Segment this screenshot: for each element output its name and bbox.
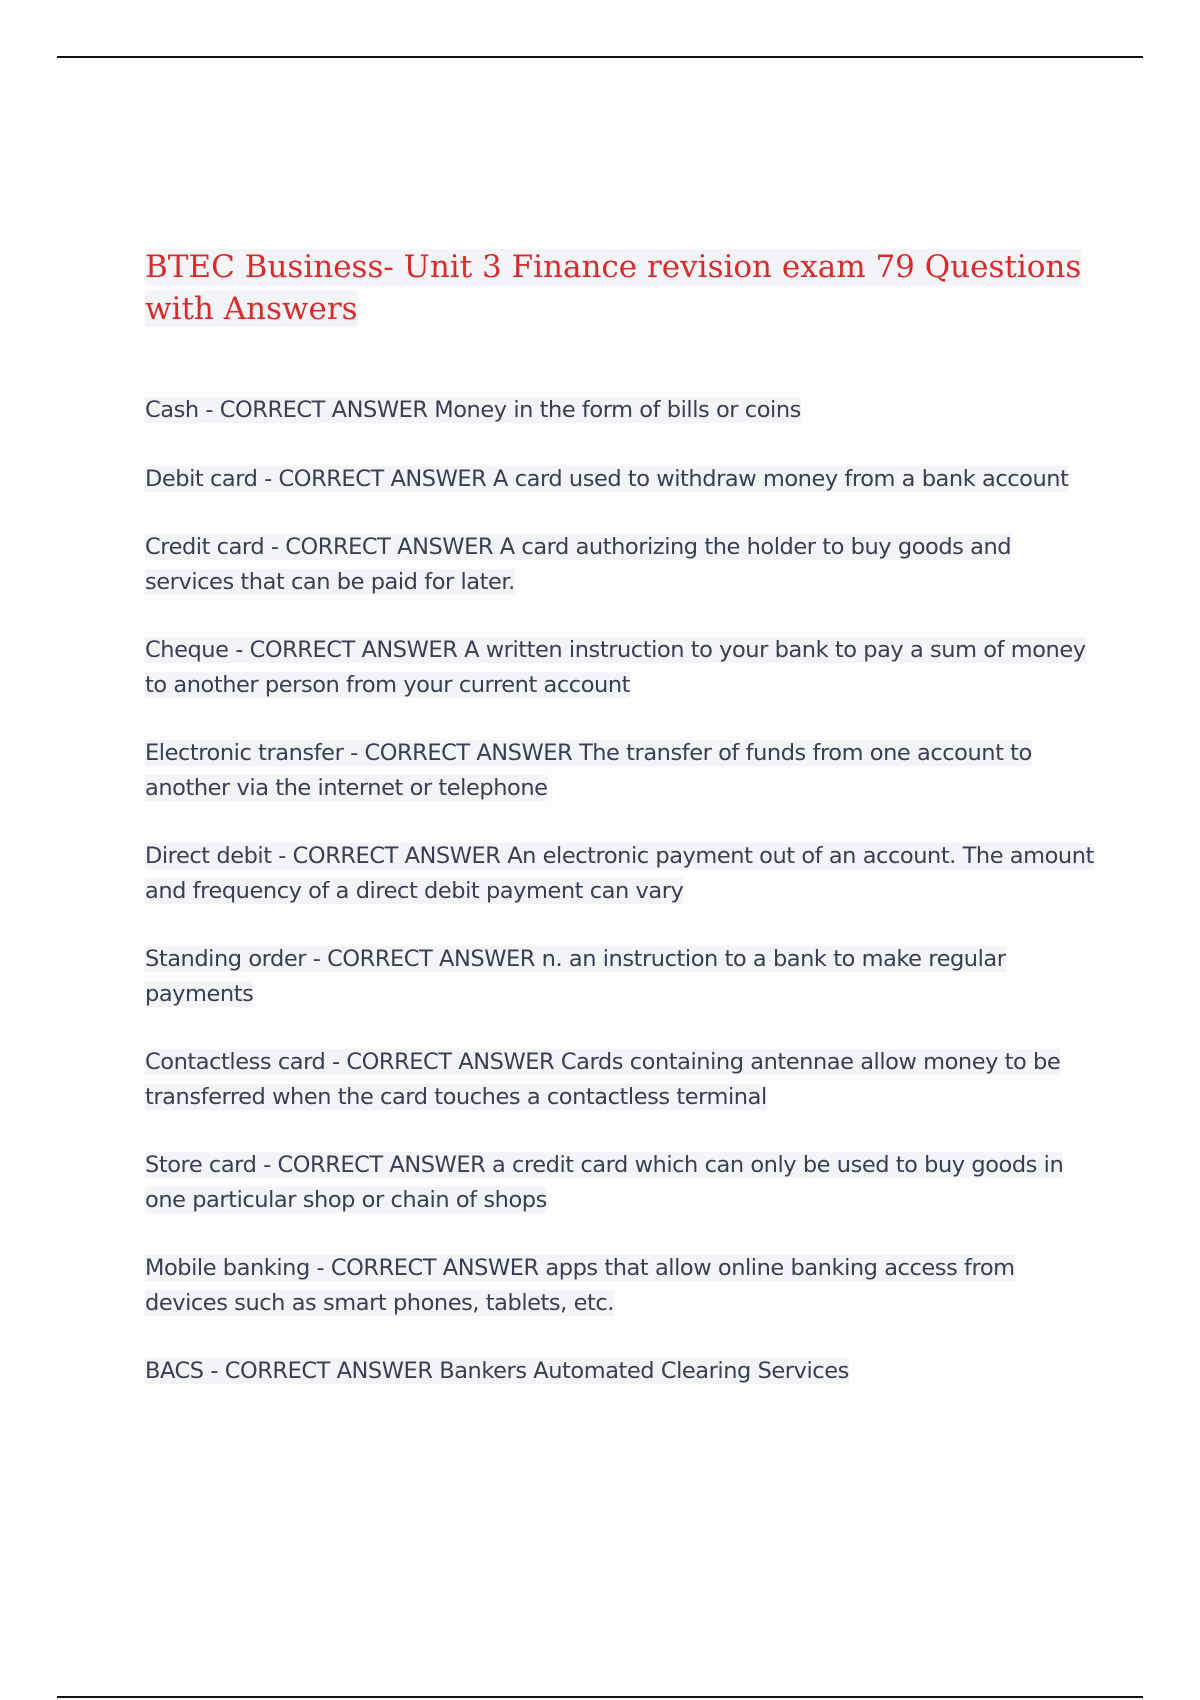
qa-item: Mobile banking - CORRECT ANSWER apps that allow online banking access from devices such as smart phones, tablets, etc.: [145, 1255, 1015, 1316]
qa-item: BACS - CORRECT ANSWER Bankers Automated Clearing Services: [145, 1358, 849, 1384]
document-body: [145, 246, 1095, 1423]
qa-list: [145, 393, 1095, 1389]
qa-item: Electronic transfer - CORRECT ANSWER The transfer of funds from one account to another via the internet or telephone: [145, 740, 1032, 801]
qa-item: Credit card - CORRECT ANSWER A card authorizing the holder to buy goods and services that can be paid for later.: [145, 534, 1012, 595]
footer-rule: [57, 1696, 1143, 1698]
header-rule: [57, 56, 1143, 58]
qa-item: Direct debit - CORRECT ANSWER An electronic payment out of an account. The amount and frequency of a direct debit payment can vary: [145, 843, 1094, 904]
qa-item: Contactless card - CORRECT ANSWER Cards containing antennae allow money to be transferred when the card touches a contactless terminal: [145, 1049, 1061, 1110]
qa-item: Store card - CORRECT ANSWER a credit card which can only be used to buy goods in one particular shop or chain of shops: [145, 1152, 1064, 1213]
qa-item: Cash - CORRECT ANSWER Money in the form of bills or coins: [145, 397, 801, 423]
qa-item: Cheque - CORRECT ANSWER A written instruction to your bank to pay a sum of money to another person from your current account: [145, 637, 1086, 698]
document-title: BTEC Business- Unit 3 Finance revision exam 79 Questions with Answers: [145, 249, 1082, 327]
qa-item: Debit card - CORRECT ANSWER A card used to withdraw money from a bank account: [145, 465, 1069, 492]
qa-item: Standing order - CORRECT ANSWER n. an instruction to a bank to make regular payments: [145, 946, 1006, 1007]
